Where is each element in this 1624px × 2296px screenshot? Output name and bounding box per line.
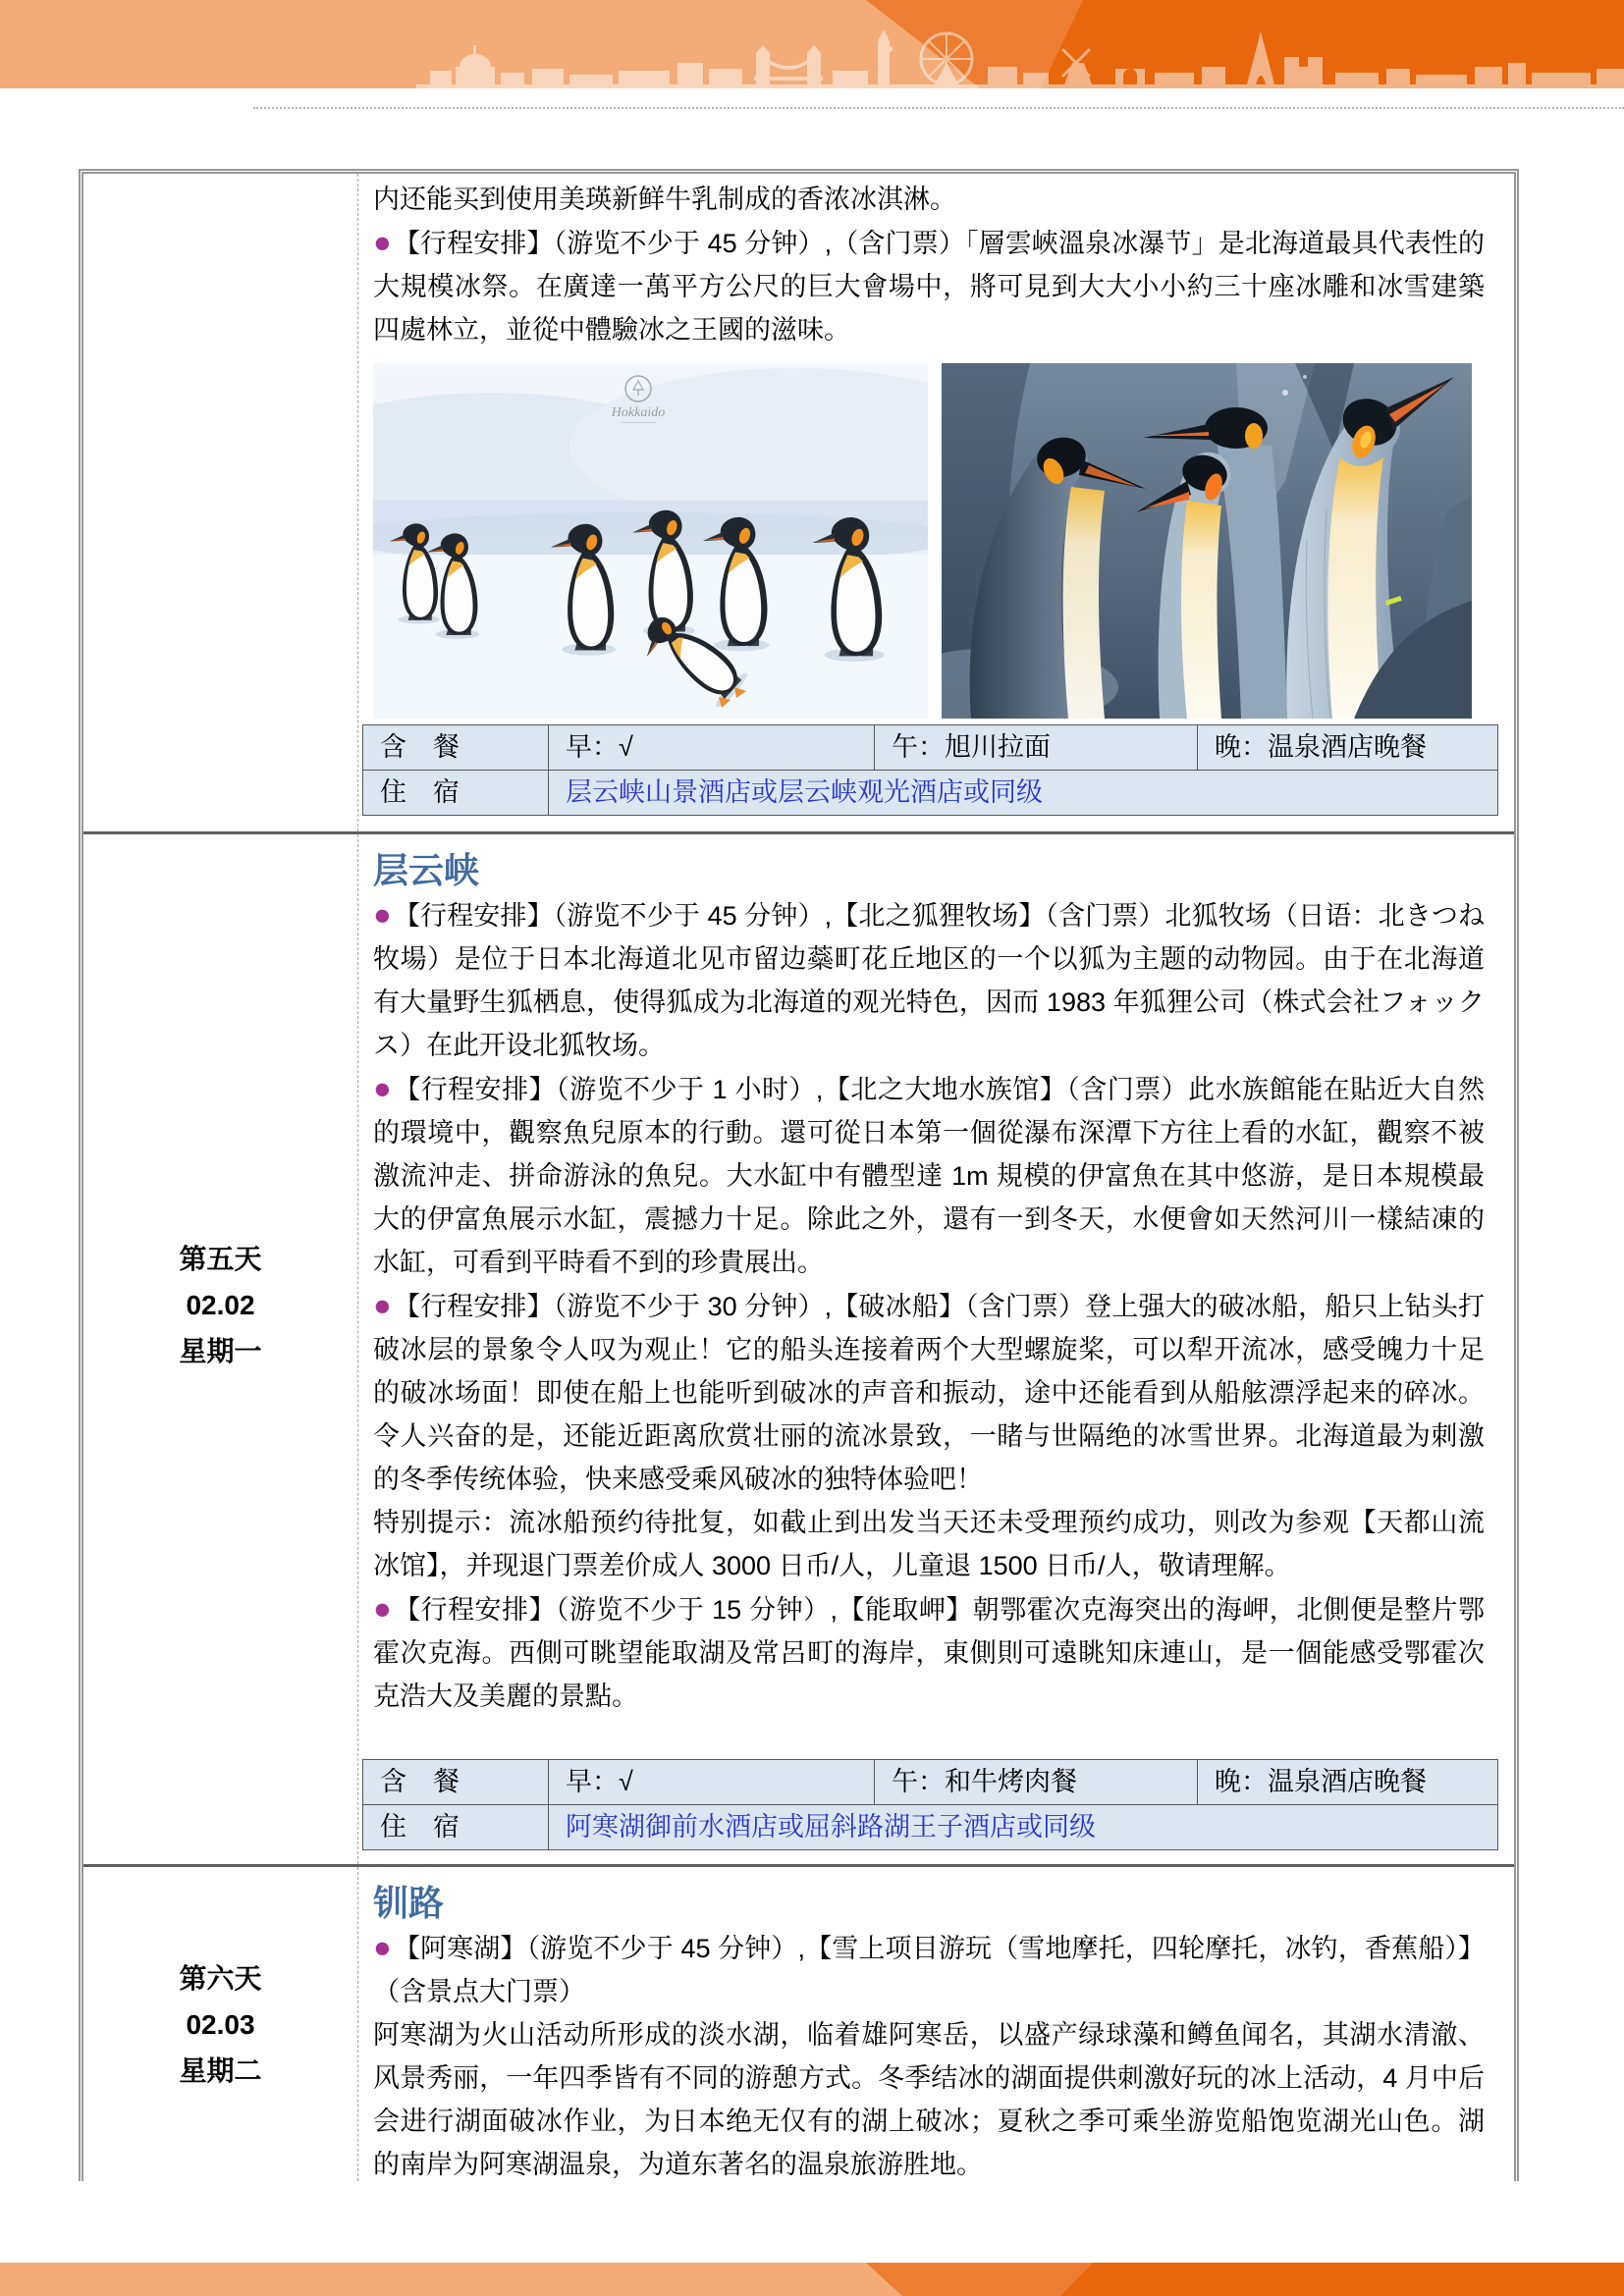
bullet-icon: ●	[373, 225, 392, 259]
paragraph: ●【行程安排】（游览不少于 45 分钟）,（含门票）「層雲峽溫泉冰瀑节」是北海道最具代表性的大規模冰祭。在廣達一萬平方公尺的巨大會場中，將可見到大大小小約三十座冰雕和冰雪建築四處林立，並從中體驗冰之王國的滋味。	[373, 225, 1485, 345]
meal-row	[363, 725, 1497, 770]
penguin-closeup-photo	[942, 363, 1472, 719]
lunch-cell: 午：和牛烤肉餐	[874, 1760, 1197, 1804]
day-weekday: 星期二	[179, 2055, 262, 2086]
breakfast-cell: 早：√	[548, 1760, 874, 1804]
day-cell	[83, 834, 358, 1864]
paragraph: 阿寒湖为火山活动所形成的淡水湖，临着雄阿寒岳，以盛产绿球藻和鳟鱼闻名，其湖水清澈、风景秀丽，一年四季皆有不同的游憩方式。冬季结冰的湖面提供刺激好玩的冰上活动，4 月中后会进行湖面破冰作业，为日本绝无仅有的湖上破冰；夏秋之季可乘坐游览船饱览湖光山色。湖的南岸为阿寒湖温泉，为道东著名的温泉旅游胜地。	[373, 2020, 1485, 2179]
day-cell	[83, 1867, 358, 2181]
day-number: 第六天	[179, 1962, 262, 1994]
city-skyline-icon	[416, 24, 1624, 88]
bullet-icon: ●	[373, 897, 392, 932]
paragraph: 内还能买到使用美瑛新鲜牛乳制成的香浓冰淇淋。	[373, 185, 956, 214]
watermark-text: Hokkaido	[611, 405, 666, 420]
bullet-icon: ●	[373, 1930, 392, 1964]
itinerary-row	[83, 1864, 1514, 2181]
paragraph: ●【阿寒湖】（游览不少于 45 分钟）,【雪上项目游玩（雪地摩托，四轮摩托，冰钓，香蕉船）】（含景点大门票）	[373, 1930, 1485, 2006]
footer-dark-orange-block	[0, 2263, 1624, 2296]
stay-row	[363, 1804, 1497, 1849]
photo-strip	[373, 363, 1485, 719]
bullet-icon: ●	[373, 1591, 393, 1626]
section-heading: 钏路	[373, 1883, 445, 1923]
meal-label: 含 餐	[380, 1767, 460, 1796]
content-cell	[358, 174, 1514, 831]
content-cell	[358, 1867, 1514, 2181]
lunch-cell: 午：旭川拉面	[874, 725, 1197, 770]
itinerary-table	[79, 169, 1519, 2181]
penguin-walk-photo	[373, 363, 928, 719]
day-date: 02.03	[186, 2008, 255, 2040]
stay-label: 住 宿	[380, 1812, 460, 1842]
hotel-link[interactable]: 阿寒湖御前水酒店或屈斜路湖王子酒店或同级	[548, 1805, 1497, 1849]
meal-label: 含 餐	[380, 732, 460, 762]
dinner-cell: 晚：温泉酒店晚餐	[1197, 725, 1497, 770]
bullet-icon: ●	[373, 1288, 392, 1322]
stay-label: 住 宿	[380, 777, 460, 807]
hotel-link[interactable]: 层云峡山景酒店或层云峡观光酒店或同级	[548, 771, 1497, 815]
meal-row	[363, 1760, 1497, 1804]
paragraph: ●【行程安排】（游览不少于 45 分钟）,【北之狐狸牧场】（含门票）北狐牧场（日语：北きつね牧場）是位于日本北海道北见市留边蘂町花丘地区的一个以狐为主题的动物园。由于在北海道有大量野生狐栖息，使得狐成为北海道的观光特色，因而 1983 年狐狸公司（株式会社フォックス）在此开设北狐牧场。	[373, 897, 1485, 1060]
paragraph: ●【行程安排】（游览不少于 30 分钟）,【破冰船】（含门票）登上强大的破冰船，船只上钻头打破冰层的景象令人叹为观止！它的船头连接着两个大型螺旋桨，可以犁开流冰，感受魄力十足的破冰场面！即使在船上也能听到破冰的声音和振动，途中还能看到从船舷漂浮起来的碎冰。令人兴奋的是，还能近距离欣赏壮丽的流冰景致，一睹与世隔绝的冰雪世界。北海道最为刺激的冬季传统体验，快来感受乘风破冰的独特体验吧！	[373, 1288, 1485, 1494]
itinerary-row	[83, 831, 1514, 1864]
day-number: 第五天	[179, 1244, 262, 1274]
paragraph: ●【行程安排】（游览不少于 15 分钟）,【能取岬】朝鄂霍次克海突出的海岬，北側便是整片鄂霍次克海。西側可眺望能取湖及常呂町的海岸，東側則可遠眺知床連山，是一個能感受鄂霍次克浩大及美麗的景點。	[373, 1591, 1485, 1711]
stay-row	[363, 770, 1497, 815]
dinner-cell: 晚：温泉酒店晚餐	[1197, 1760, 1497, 1804]
page-divider-dotted-line	[253, 107, 1624, 109]
day-cell-empty	[83, 174, 358, 831]
content-cell	[358, 834, 1514, 1864]
day-weekday: 星期一	[179, 1336, 262, 1366]
header-banner	[0, 0, 1624, 88]
bullet-icon: ●	[373, 1071, 393, 1105]
paragraph: ●【行程安排】（游览不少于 1 小时）,【北之大地水族馆】（含门票）此水族館能在貼近大自然的環境中，觀察魚兒原本的行動。還可從日本第一個從瀑布深潭下方往上看的水缸，觀察不被激流沖走、拼命游泳的魚兒。大水缸中有體型達 1m 規模的伊富魚在其中悠游，是日本規模最大的伊富魚展示水缸，震撼力十足。除此之外，還有一到冬天，水便會如天然河川一樣結凍的水缸，可看到平時看不到的珍貴展出。	[373, 1071, 1485, 1277]
breakfast-cell: 早：√	[548, 725, 874, 770]
itinerary-row	[83, 174, 1514, 831]
section-heading: 层云峡	[373, 850, 480, 890]
meal-table	[362, 724, 1498, 816]
paragraph-special-note: 特别提示：流冰船预约待批复，如截止到出发当天还未受理预约成功，则改为参观【天都山流冰馆】，并现退门票差价成人 3000 日币/人，儿童退 1500 日币/人，敬请理解。	[373, 1508, 1485, 1580]
day-date: 02.02	[186, 1290, 255, 1320]
footer-banner	[0, 2263, 1624, 2296]
meal-table	[362, 1759, 1498, 1850]
